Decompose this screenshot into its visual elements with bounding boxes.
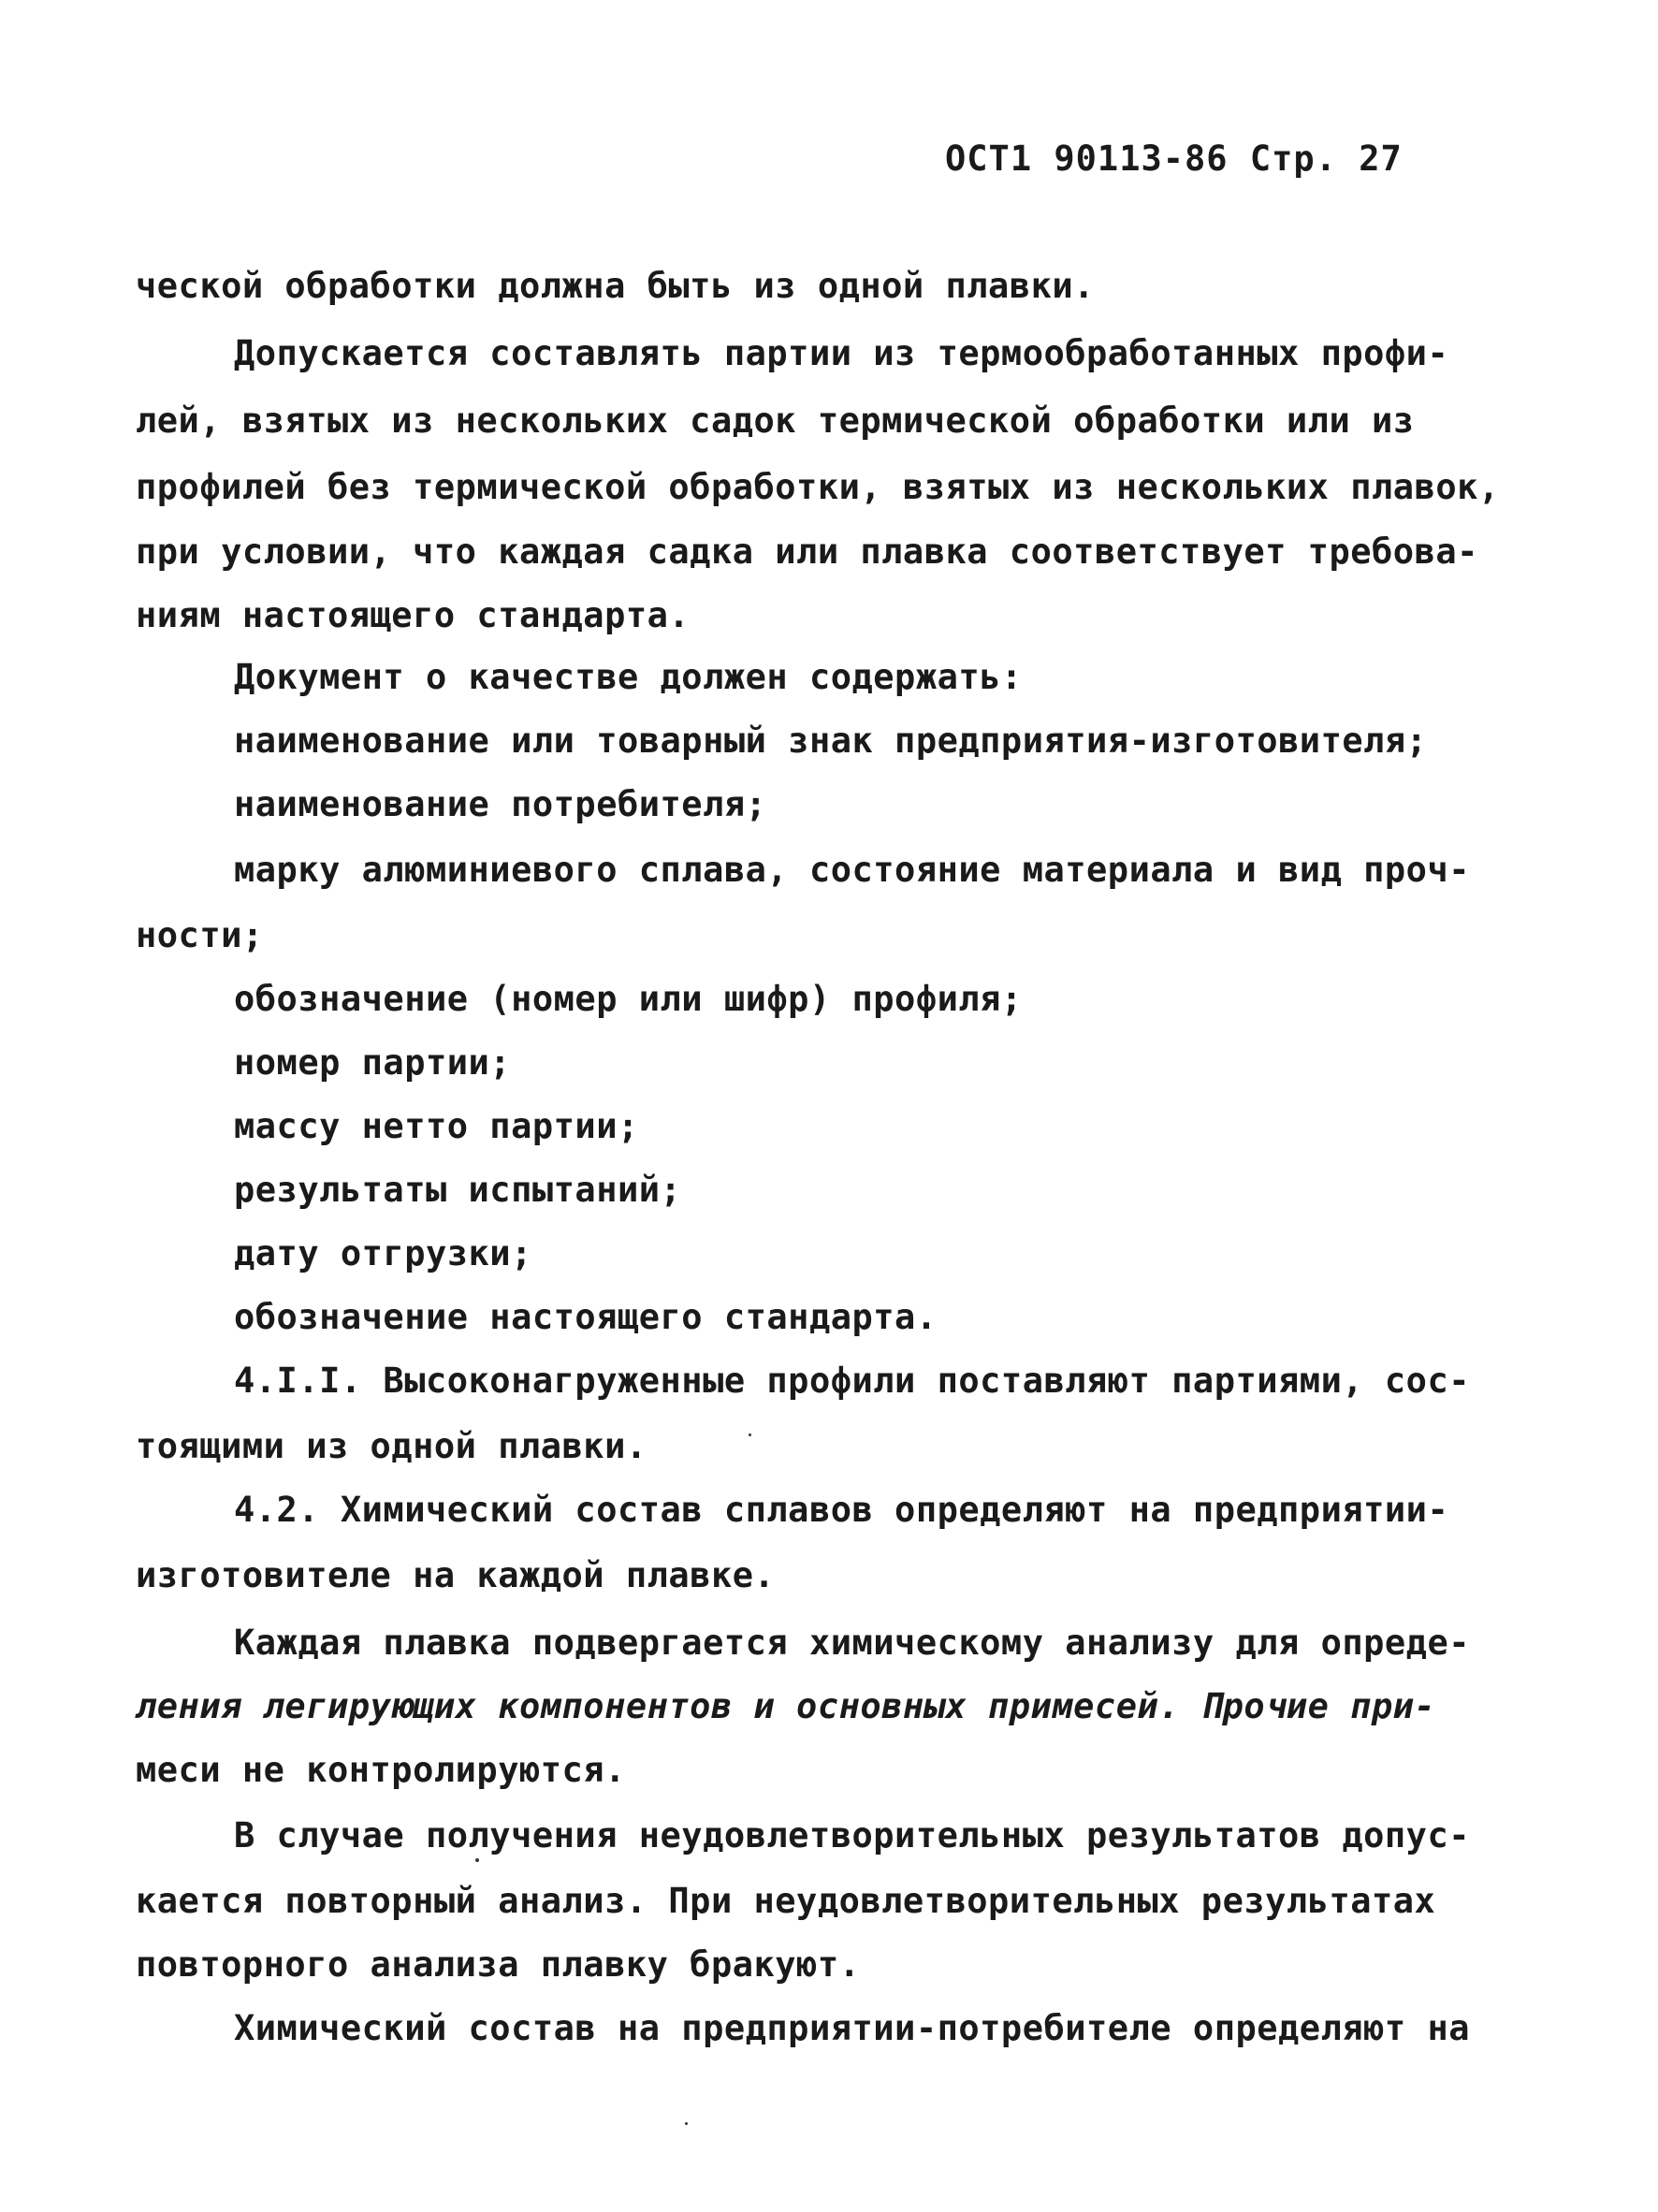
text-line: обозначение (номер или шифр) профиля; [234,979,1023,1019]
text-line: ниям настоящего стандарта. [136,595,691,635]
text-line: при условии, что каждая садка или плавка соответствует требова- [136,531,1478,572]
text-line: обозначение настоящего стандарта. [234,1297,938,1337]
text-line: ления легирующих компонентов и основных примесей. Прочие при- [136,1686,1436,1726]
text-line: меси не контролируются. [136,1750,626,1790]
text-line: результаты испытаний; [234,1170,682,1210]
text-line: массу нетто партии; [234,1106,639,1146]
text-line: ности; [136,915,264,955]
text-line: ческой обработки должна быть из одной плавки. [136,266,1095,306]
text-line: повторного анализа плавку бракуют. [136,1944,861,1985]
text-line: марку алюминиевого сплава, состояние материала и вид проч- [234,850,1471,890]
text-line: профилей без термической обработки, взятых из нескольких плавок, [136,467,1500,507]
text-line: дату отгрузки; [234,1233,532,1273]
text-line: лей, взятых из нескольких садок термической обработки или из [136,400,1415,441]
text-line: Каждая плавка подвергается химическому анализу для опреде- [234,1623,1471,1663]
text-line: Допускается составлять партии из термообработанных профи- [234,333,1449,373]
text-line: тоящими из одной плавки. [136,1426,647,1466]
text-line: наименование потребителя; [234,784,767,824]
page-header: ОСТ1 90113-86 Стр. 27 [945,138,1403,179]
scan-speck [685,2122,688,2125]
text-line: кается повторный анализ. При неудовлетворительных результатах [136,1881,1436,1921]
scan-speck [475,1858,479,1862]
text-line: изготовителе на каждой плавке. [136,1555,776,1595]
text-line: Химический состав на предприятии-потребителе определяют на [234,2008,1471,2048]
text-line: 4.2. Химический состав сплавов определяют на предприятии- [234,1490,1449,1530]
scan-speck [749,1433,751,1436]
text-line: Документ о качестве должен содержать: [234,657,1023,697]
text-line: В случае получения неудовлетворительных результатов допус- [234,1815,1471,1855]
text-line: наименование или товарный знак предприятия-изготовителя; [234,720,1428,761]
text-line: номер партии; [234,1042,512,1083]
text-line: 4.I.I. Высоконагруженные профили поставляют партиями, сос- [234,1361,1471,1401]
